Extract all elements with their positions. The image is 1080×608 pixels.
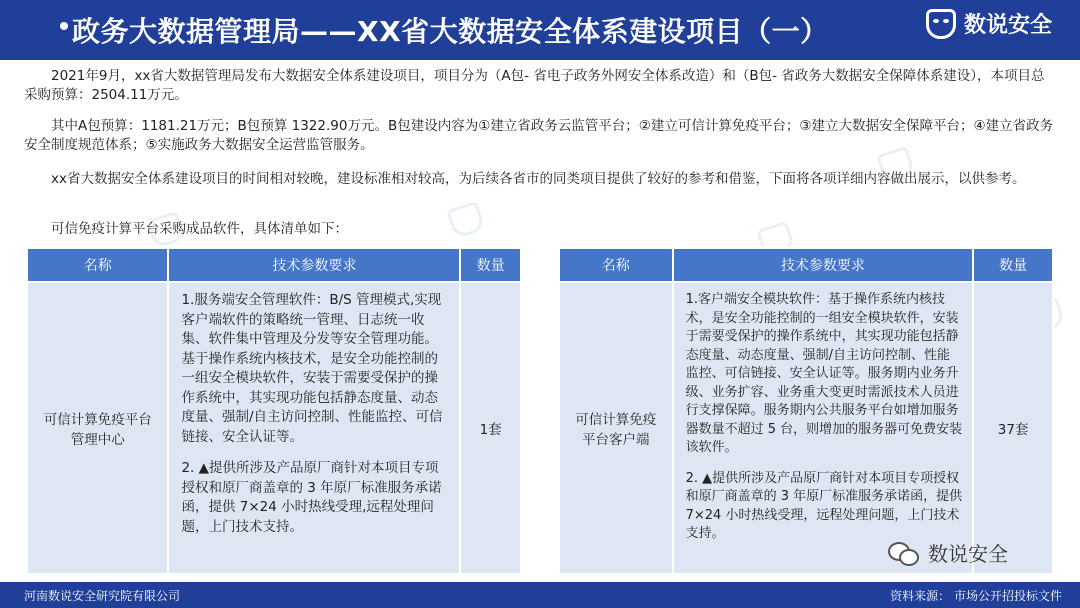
footer-bar — [0, 582, 1080, 608]
wechat-icon — [888, 540, 920, 566]
quantity-cell: 37套 — [973, 282, 1053, 574]
intro-paragraph: 2021年9月，xx省大数据管理局发布大数据安全体系建设项目，项目分为（A包- 省电子政务外网安全体系改造）和（B包- 省政务大数据安全保障体系建设），本项目总采购预算：2504.11万元。 — [24, 68, 1045, 103]
item-name-cell: 可信计算免疫平台管理中心 — [27, 282, 168, 574]
budget-paragraph: 其中A包预算：1181.21万元；B包预算 1322.90万元。B包建设内容为①建立省政务云监管平台；②建立可信计算免疫平台；③建立大数据安全保障平台；④建立省政务安全制度规范体系；⑤实施政务大数据安全运营监管服务。 — [24, 118, 1054, 153]
table-row — [27, 282, 521, 574]
table-row — [559, 282, 1053, 574]
page-title: 政务大数据管理局——XX省大数据安全体系建设项目（一） — [72, 15, 829, 48]
requirement-item: 1.服务端安全管理软件：B/S 管理模式,实现客户端软件的策略统一管理、日志统一收集、软件集中管理及分发等安全管理功能。基于操作系统内核技术，是安全功能控制的一组安全模块软件，安装于需要受保护的操作系统中，其实现功能包括静态度量、动态度量、强制/自主访问控制、性能监控、可信链接、安全认证等。 — [181, 292, 443, 445]
wechat-badge — [888, 538, 1008, 567]
requirements-cell — [673, 282, 974, 574]
context-paragraph: xx省大数据安全体系建设项目的时间相对较晚，建设标准相对较高，为后续各省市的同类项目提供了较好的参考和借鉴，下面将各项详细内容做出展示，以供参考。 — [51, 171, 1026, 187]
header-bar — [0, 0, 1080, 60]
owl-logo-icon — [926, 9, 956, 39]
quantity-cell: 1套 — [460, 282, 521, 574]
spec-table-management — [26, 247, 522, 575]
wechat-account-name: 数说安全 — [928, 542, 1008, 566]
spec-table-client — [558, 247, 1054, 575]
column-header-name: 名称 — [27, 248, 168, 282]
footer-source: 资料来源： 市场公开招投标文件 — [890, 589, 1062, 603]
requirement-item: 2. ▲提供所涉及产品原厂商针对本项目专项授权和原厂商盖章的 3 年原厂标准服务承诺函，提供 7×24 小时热线受理,远程处理问题，上门技术支持。 — [181, 460, 442, 535]
brand-logo — [926, 8, 1052, 39]
requirement-item: 2. ▲提供所涉及产品原厂商针对本项目专项授权和原厂商盖章的 3 年原厂标准服务承诺函，提供 7×24 小时热线受理，远程处理问题，上门技术支持。 — [685, 470, 963, 541]
footer-company: 河南数说安全研究院有限公司 — [24, 589, 181, 603]
brand-name: 数说安全 — [963, 13, 1052, 38]
column-header-requirements: 技术参数要求 — [168, 248, 460, 282]
column-header-quantity: 数量 — [973, 248, 1053, 282]
requirements-cell — [168, 282, 460, 574]
item-name-cell: 可信计算免疫平台客户端 — [559, 282, 673, 574]
column-header-quantity: 数量 — [460, 248, 521, 282]
requirement-item: 1.客户端安全模块软件：基于操作系统内核技术，是安全功能控制的一组安全模块软件，安装于需要受保护的操作系统中，其实现功能包括静态度量、动态度量、强制/自主访问控制、性能监控、可信链接、安全认证等。服务期内业务升级、业务扩容、业务重大变更时需派技术人员进行支撑保障。服务期内公共服务平台如增加服务器数量不超过 5 台，则增加的服务器可免费安装该软件。 — [685, 292, 963, 455]
list-intro-paragraph: 可信免疫计算平台采购成品软件，具体清单如下： — [51, 221, 348, 237]
column-header-requirements: 技术参数要求 — [673, 248, 974, 282]
bullet-dot — [60, 22, 68, 30]
column-header-name: 名称 — [559, 248, 673, 282]
